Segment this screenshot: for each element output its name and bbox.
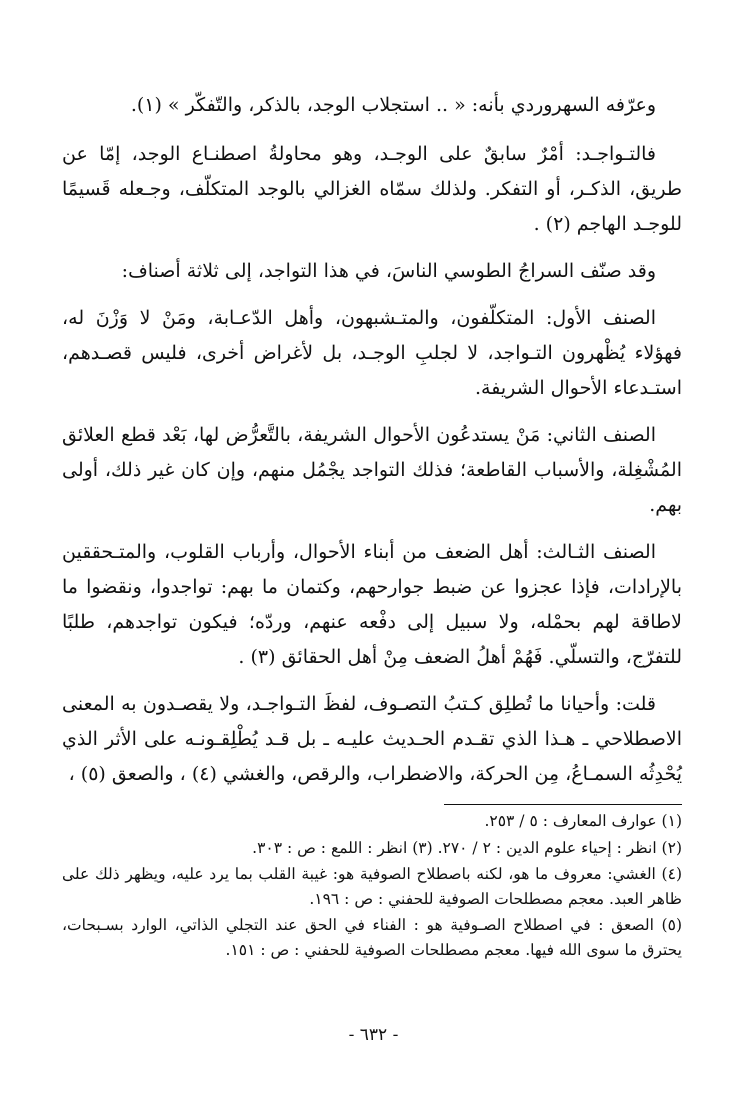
footnote-5: (٥) الصعق : في اصطلاح الصـوفية هو : الفناء في الحق عند التجلي الذاتي، الوارد بسـبحات، يحترق ما سوى الله فيها. معجم مصطلحات الصوفية للحفني : ص : ١٥١. [62, 916, 682, 959]
footnotes [62, 809, 682, 962]
footnote-4: (٤) الغشي: معروف ما هو، لكنه باصطلاح الصوفية هو: غيبة القلب بما يرد عليه، ويظهر ذلك على ظاهر العبد. معجم مصطلحات الصوفية للحفني : ص : ١٩٦. [62, 865, 682, 908]
paragraph-tusi-classification: وقد صنّف السراجُ الطوسي الناسَ، في هذا التواجد، إلى ثلاثة أصناف: [121, 260, 656, 282]
paragraph-third-category: الصنف الثـالث: أهل الضعف من أبناء الأحوال، وأرباب القلوب، والمتـحققين بالإرادات، فإذا عجزوا عن ضبط جوارحهم، وكتمان ما بهم: تواجدوا، ونقضوا ما لاطاقة لهم بحمْله، ولا سبيل إلى دفْعه عنهم، وردّه؛ فيكون تواجدهم، طلبًا للتفرّج، والتسلّي. فَهُمْ أهلُ الضعف مِنْ أهل الحقائق (٣) . [62, 541, 682, 668]
page-body [62, 88, 682, 964]
paragraph-tawajud-definition: فالتـواجـد: أمْرٌ سابقٌ على الوجـد، وهو محاولةُ اصطنـاع الوجد، إمّا عن طريق، الذكـر، أو التفكر. ولذلك سمّاه الغزالي بالوجد المتكلّف، وجـعله قَسيمًا للوجـد الهاجم (٢) . [62, 143, 682, 235]
paragraph-author-comment: قلت: وأحيانا ما تُطلِق كـتبُ التصـوف، لفظَ التـواجـد، ولا يقصـدون به المعنى الاصطلاحي ـ هـذا الذي تقـدم الحـديث عليـه ـ بل قـد يُطْلِقـونـه على الأثر الذي يُحْدِثُه السمـاعُ، مِن الحركة، والاضطراب، والرقص، والغشي (٤) ، والصعق (٥) ، [62, 693, 682, 785]
footnote-divider [444, 804, 682, 805]
footnote-2-3: (٢) انظر : إحياء علوم الدين : ٢ / ٢٧٠. (٣) انظر : اللمع : ص : ٣٠٣. [252, 838, 682, 857]
footnote-1: (١) عوارف المعارف : ٥ / ٢٥٣. [484, 812, 682, 830]
page-number: - ٦٣٢ - [348, 1025, 399, 1045]
paragraph-second-category: الصنف الثاني: مَنْ يستدعُون الأحوال الشريفة، بالتَّعرُّض لها، بَعْد قطع العلائق المُشْغِلة، والأسباب القاطعة؛ فذلك التواجد يجْمُل منهم، وإن كان غير ذلك، أولى بهم. [62, 424, 682, 516]
paragraph-suhrawardi-definition: وعرّفه السهروردي بأنه: « .. استجلاب الوجد، بالذكر، والتّفكّر » (١). [130, 94, 656, 116]
paragraph-first-category: الصنف الأول: المتكلّفون، والمتـشبهون، وأهل الدّعـابة، ومَنْ لا وَزْنَ له، فهؤلاء يُظْهرون التـواجد، لا لجلبِ الوجـد، بل لأغراض أخرى، فليس قصـدهم، استـدعاء الأحوال الشريفة. [62, 307, 682, 399]
